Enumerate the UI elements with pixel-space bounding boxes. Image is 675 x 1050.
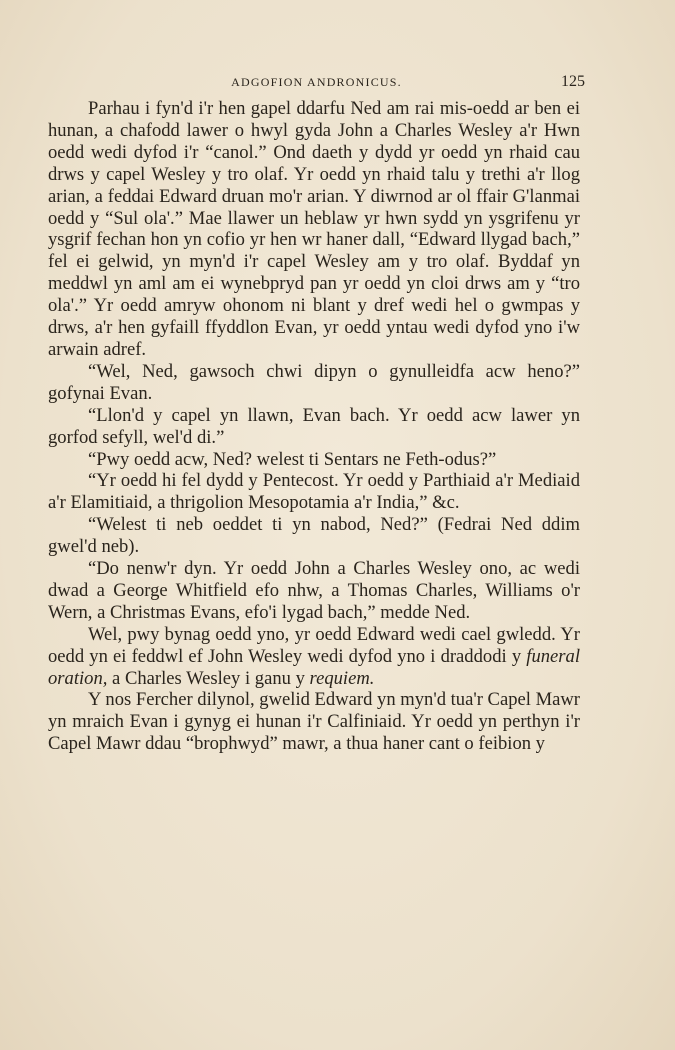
page-header: [48, 70, 585, 94]
italic-text: funeral oration,: [48, 645, 580, 689]
paragraph: [48, 689, 580, 755]
text-span: “Do nenw'r dyn. Yr oedd John a Charles Wesley ono, ac wedi dwad a George Whitfield efo nhw, a Thomas Charles, Williams o'r Wern, a Christmas Evans, efo'i lygad bach,” medde Ned.: [48, 558, 580, 623]
italic-text: requiem.: [309, 667, 375, 689]
paragraph: [48, 361, 580, 405]
body-text: [48, 98, 580, 755]
text-span: “Welest ti neb oeddet ti yn nabod, Ned?” (Fedrai Ned ddim gwel'd neb).: [48, 514, 580, 558]
text-span: Wel, pwy bynag oedd yno, yr oedd Edward wedi cael gwledd. Yr oedd yn ei feddwl ef John Wesley wedi dyfod yno i draddodi y: [48, 623, 580, 667]
paragraph: [48, 449, 580, 471]
paragraph: [48, 98, 580, 361]
page-number: 125: [561, 73, 585, 90]
paragraph: [48, 470, 580, 514]
paragraph: [48, 624, 580, 690]
text-span: a Charles Wesley i ganu y: [107, 667, 310, 689]
paragraph: [48, 558, 580, 624]
text-span: Parhau i fyn'd i'r hen gapel ddarfu Ned am rai mis-oedd ar ben ei hunan, a chafodd lawer o hwyl gyda John a Charles Wesley a'r Hwn oedd wedi dyfod i'r “canol.” Ond daeth y dydd yr oedd yn rhaid cau drws y capel Wesley y tro olaf. Yr oedd yn rhaid talu y trethi a'r llog arian, a feddai Edward druan mo'r arian. Y diwrnod ar ol ffair G'lanmai oedd y “Sul ola'.” Mae llawer un heblaw yr hwn sydd yn ysgrifenu yr ysgrif fechan hon yn cofio yr hen wr haner dall, “Edward llygad bach,” fel ei gelwid, yn myn'd i'r capel Wesley am y tro olaf. Byddaf yn meddwl yn aml am ei wynebpryd pan yr oedd yn cloi drws am y “tro ola'.” Yr oedd amryw ohonom ni blant y dref wedi hel o gwmpas y drws, a'r hen gyfaill ffyddlon Evan, yr oedd yntau wedi dyfod yno i'w arwain adref.: [48, 98, 580, 360]
paragraph: [48, 514, 580, 558]
text-span: “Yr oedd hi fel dydd y Pentecost. Yr oedd y Parthiaid a'r Mediaid a'r Elamitiaid, a thrigolion Mesopotamia a'r India,” &c.: [48, 470, 580, 514]
paragraph: [48, 405, 580, 449]
text-span: “Llon'd y capel yn llawn, Evan bach. Yr oedd acw lawer yn gorfod sefyll, wel'd di.”: [48, 404, 580, 448]
running-head: ADGOFION ANDRONICUS.: [231, 75, 402, 89]
text-span: “Wel, Ned, gawsoch chwi dipyn o gynulleidfa acw heno?” gofynai Evan.: [48, 360, 580, 404]
text-span: “Pwy oedd acw, Ned? welest ti Sentars ne Feth-odus?”: [88, 448, 497, 470]
text-span: Y nos Fercher dilynol, gwelid Edward yn myn'd tua'r Capel Mawr yn mraich Evan i gynyg ei hunan i'r Calfiniaid. Yr oedd yn perthyn i'r Capel Mawr ddau “brophwyd” mawr, a thua haner cant o feibion y: [48, 689, 580, 755]
